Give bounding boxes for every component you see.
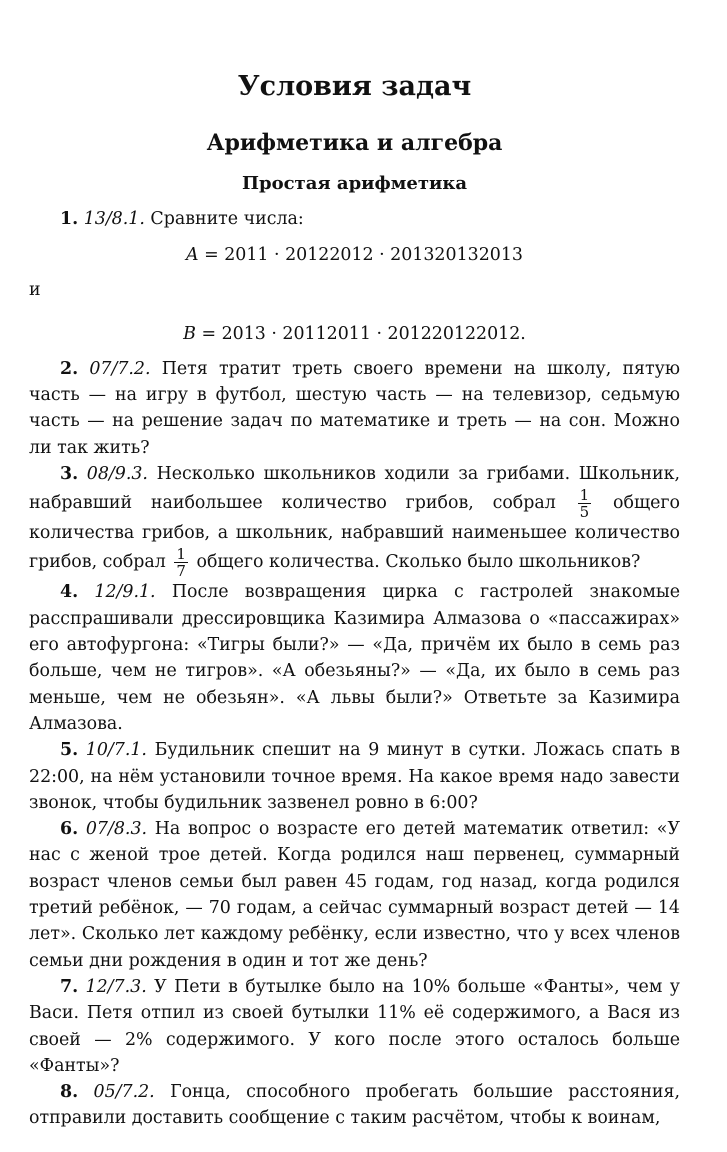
section-title: Арифметика и алгебра — [206, 130, 503, 156]
problem-1 — [29, 206, 680, 232]
problem-number: 1. — [60, 209, 79, 229]
variable-a: A — [186, 245, 199, 266]
problem-number: 4. — [60, 582, 79, 603]
problem-number: 2. — [60, 358, 79, 379]
problem-6 — [29, 816, 680, 974]
fraction-denominator: 5 — [579, 503, 590, 522]
problem-text: У Пети в бутылке было на 10% больше «Фанты», чем у Васи. Петя отпил из своей бутылки 11% её содержимого, а Вася из своей — 2% содержимого. У кого после этого осталось больше «Фанты»? — [29, 976, 680, 1076]
variable-b: B — [183, 323, 196, 344]
problem-reference: 08/9.3. — [86, 463, 148, 484]
fraction-numerator: 1 — [579, 486, 590, 505]
problem-8 — [29, 1079, 680, 1132]
equation-a — [29, 242, 680, 268]
problem-5 — [29, 737, 680, 816]
equation-b-body: = 2013 · 20112011 · 201220122012. — [195, 323, 526, 344]
problem-reference: 12/7.3. — [85, 976, 147, 997]
problem-2 — [29, 356, 680, 461]
equation-a-body: = 2011 · 20122012 · 201320132013 — [198, 245, 523, 266]
problem-reference: 13/8.1. — [83, 209, 145, 229]
problem-reference: 12/9.1. — [94, 582, 156, 603]
fraction-numerator: 1 — [176, 545, 186, 564]
problem-text: После возвращения цирка с гастролей знакомые расспрашивали дрессировщика Казимира Алмазова о «пассажирах» его автофургона: «Тигры были?» — «Да, причём их было в семь раз больше, чем не тигров». «А обезьяны?» — «Да, их было в семь раз меньше, чем не обезьян». «А львы были?» Ответьте за Казимира Алмазова. — [29, 582, 680, 734]
fraction-denominator: 7 — [176, 562, 186, 581]
problem-reference: 07/7.2. — [89, 358, 151, 379]
problem-reference: 05/7.2. — [93, 1082, 155, 1103]
problem-number: 8. — [60, 1082, 79, 1103]
problem-reference: 10/7.1. — [85, 740, 147, 761]
problem-text: общего количества грибов, а школьник, набравший наименьшее количество грибов, собрал — [29, 493, 681, 573]
problem-text: Гонца, способного пробегать большие расстояния, отправили доставить сообщение с таким расчётом, чтобы к воинам, — [29, 1082, 680, 1129]
problem-4 — [29, 579, 680, 737]
conjunction: и — [29, 280, 41, 301]
equation-b — [29, 321, 680, 347]
problem-text: Несколько школьников ходили за грибами. Школьник, набравший наибольшее количество грибов, собрал — [29, 463, 680, 514]
problem-text: Петя тратит треть своего времени на школу, пятую часть — на игру в футбол, шестую часть — на телевизор, седьмую часть — на решение задач по математике и треть — на сон. Можно ли так жить? — [29, 358, 681, 458]
problem-text: Сравните числа: — [150, 209, 304, 229]
problem-text: На вопрос о возрасте его детей математик ответил: «У нас с женой трое детей. Когда родился наш первенец, суммарный возраст членов семьи был равен 45 годам, год назад, когда родился третий ребёнок, — 70 годам, а сейчас суммарный возраст детей — 14 лет». Сколько лет каждому ребёнку, если известно, что у всех членов семьи дни рождения в один и тот же день? — [29, 819, 681, 971]
problem-text: общего количества. Сколько было школьников? — [196, 552, 641, 573]
problem-reference: 07/8.3. — [85, 819, 148, 840]
problem-text: Будильник спешит на 9 минут в сутки. Ложась спать в 22:00, на нём установили точное время. На какое время надо завести звонок, чтобы будильник зазвенел ровно в 6:00? — [29, 740, 680, 813]
problem-number: 6. — [60, 819, 79, 840]
subsection-title: Простая арифметика — [241, 173, 468, 194]
chapter-title: Условия задач — [237, 71, 472, 102]
fraction-one-fifth — [578, 487, 592, 520]
problem-number: 3. — [60, 463, 79, 484]
problem-7 — [29, 974, 680, 1079]
problem-3 — [29, 461, 680, 580]
problem-number: 5. — [60, 740, 79, 761]
problem-number: 7. — [60, 976, 79, 997]
fraction-one-seventh — [174, 546, 188, 579]
